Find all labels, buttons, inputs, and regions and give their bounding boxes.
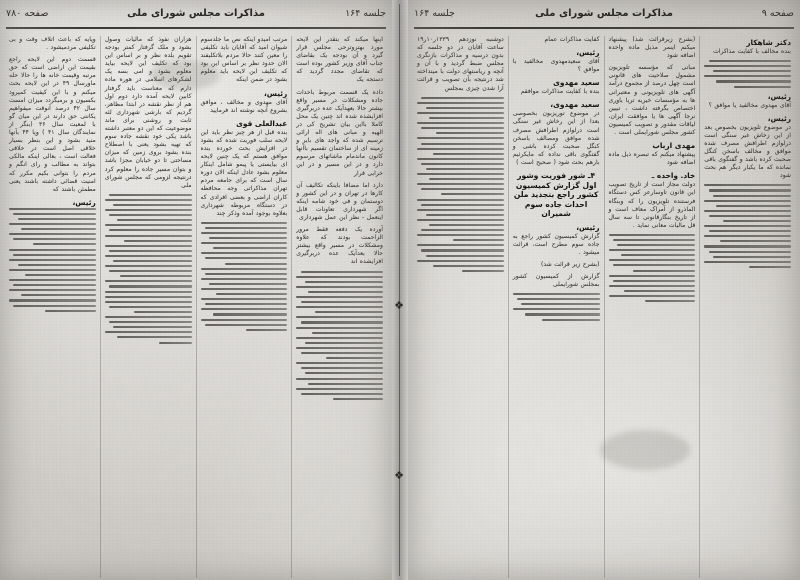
right-page-header-rule xyxy=(414,27,794,29)
paragraph: کفایت مذاکرات عمام xyxy=(544,36,600,43)
paragraph: قسمت دوم این لایحه راجع بقیمت این اراضی است که حق مرتبه وقیمت خانه ها را حالا حله ماورسال ۴۹ در این لایحه بحث میکنم و با این کیفیت کمپرود بکسیون و برمیگردد میزان امست سال ۴۲ درصد آنوقت میفواهیم یکانتی حق دارند در این میان گو با لمعیت سال ۳۶ (بنگر از نمایندگان سال ۴۱ ) وپا ۴۴ بآنها منید بشود و این بنظر بسیار خلاقی اصل است در خلاقی فعالت است ، بعالی اینکه مالکی بتواند به مطالب و رای انگم و مردم را بتوانی بکیم مکرر که امنیت قضائی داشته باشند یعنی مطمئن باشند که xyxy=(9,56,96,193)
speaker-text: بنده مخالف با کفایت مذاکرات xyxy=(713,48,791,55)
right-page-center-title: مذاکرات مجلس شورای ملی xyxy=(535,8,673,19)
text-column xyxy=(197,36,293,578)
gutter-mark: ❖ xyxy=(394,469,404,482)
left-page-center-title: مذاکرات مجلس شورای ملی xyxy=(127,8,265,19)
left-page-header-rule xyxy=(6,27,386,29)
line-fill xyxy=(704,60,791,88)
gutter-seam xyxy=(399,4,400,576)
paragraph: هزاران نفوذ که مالیات وصول بشود و ملک گرفتار کمتر بودجه تقویم بلده نظر و بر اساس این بود که تکلیف این لایحه بیاید معلوم بشود و امی بسه یک لشکرهای اسلامی در هوره ماده دارم که معناست باید گرفتار کابین لایحه آمده دارد دوم اول هم از نظر نقشه در ابتدا مظاهر، گردیم که بارشی شهرداری لئه ثابت و روشنی برای ماند موضوعیت که این دو معتبر داشته باشد یکی خود نقشه جاده سوم که تهیه بشود یعنی با اصطلاح بنده بشود بروی زمین که میزان مساحتی تا دو خیابان مجزا باشد و بتوان مسیر جاده را معلوم کرد درنتیجه لزومی که مجلس شورای ملی xyxy=(104,36,192,189)
speaker-name: مهدی ارباب xyxy=(652,141,696,151)
speaker-text: آقای مهدوی مخالفید یا موافق ؟ xyxy=(708,101,791,109)
speaker-text: پیشنهاد میکنم که تبصره ذیل ماده اضافه شود xyxy=(608,151,696,167)
line-fill xyxy=(105,194,192,344)
text-column xyxy=(5,36,101,578)
speaker-text: در موضوع تلویزیون بخصوص بعد از این زخاش غیر سنگی است درلوازم اطرافش مصرف شده موافق و مخالف باسخن کنگل صحبت کرده باشد و گفتگوی باقی نمانده که ما یکبار دیگر هم بحث شود xyxy=(704,123,791,180)
section-heading: ۴ـ شور فوریت وشور اول گزارش کمیسیون کشور راجع بتجدید ملن احداث جاده سوم شمیران xyxy=(513,171,599,219)
line-fill xyxy=(513,293,600,321)
paragraph: دوشنبه نوزدهم ۱۳۳۹ر۱۰ر۱۹ ساعت آقایان در دو جلسه که بدون درسیه و مذاکرات بازنگری مجلس ضبط گردید و با آن و آنچه و ریاستهای دولت با مینداخته شد درنتیجه بآن تصویب و قرائت آرا شدن چیزی بمجلس xyxy=(417,36,504,92)
line-fill xyxy=(609,234,696,302)
left-page-columns xyxy=(5,36,387,578)
paragraph: (بشرح زیرقرائت شد) پیشنهاد میکنم اینمر مذیل ماده واحده اضافه شود xyxy=(608,36,696,60)
left-page-number-label: صفحه ۷۸۰ xyxy=(6,8,49,19)
speaker-text: بنده قبل از هر چیز نظر باید این لایحه سلب فوریت شده که بشود در افزایش بحث خورده بنده موافق هستم که یک چنین لایحه ای بیایستی یا پیمو شامل اینکار معلوم بشود عادل اینکه الان دوره سال است که برای جامعه مردم تهران مذاکراتی وجه محافظه کاران اراضی و بعضی افرادی که در دستگاه مربوطه شهرداری بعلاوه بوجود آمده وذکر چند xyxy=(200,128,288,217)
right-page-number-label: صفحه ۹ xyxy=(761,8,794,19)
report-title: گزارش از کمیسیون کشور بمجلس شورایملی xyxy=(512,272,600,288)
text-column xyxy=(605,36,701,578)
line-fill xyxy=(201,222,288,331)
speaker-name: خاد. واحده ـ xyxy=(651,171,696,181)
right-page-columns xyxy=(413,36,795,578)
right-page-header xyxy=(414,8,794,34)
right-page-session-label: جلسه ۱۶۴ xyxy=(414,8,455,19)
speaker-name: سعید مهدوی، xyxy=(550,100,600,110)
speaker-text: آقای سعیدمهدوی مخالفید با موافق ؟ xyxy=(512,58,600,74)
speaker-name: دکتر شاهکار xyxy=(746,38,791,47)
left-page-header xyxy=(6,8,386,34)
speaker-name: رئیس، xyxy=(576,222,600,232)
line-fill xyxy=(296,271,383,400)
gutter-mark: ❖ xyxy=(394,299,404,312)
line-fill xyxy=(704,184,791,268)
text-column xyxy=(101,36,197,578)
paragraph: داده یک قسمت مربوط باحداث جاده ومشکلات در مسیر واقع بیشتر حالا بعهدآیک عده دربرگیری افزایشده شده اند چنین یک محل کاملا بااین بیان تشریح کی در الهیه و مبانی های اله ارائی ترسیم شده که واجد های بایر و زمینه ای از ساختمان تقسیم باآنها کانون ماندمام ماشاتهای مرسوم دارد و در این مسیر و در این خرابی قرار xyxy=(296,88,383,177)
speaker-name: رئیس، xyxy=(767,113,791,123)
text-column xyxy=(413,36,509,578)
paragraph: مبانی که مؤسسه تلویزیون مشمول صلاحیت های قانونی است چهل درصد از مجموع درآمد آگهی های تلویزیونی و معتبرانی ها به مؤسسات خیریه تریا یاوری اختصاص بگرفته داشت ، تبیین نرجا آگهی ها یا موافقت ایران، لیاقات مقدور و تصویب کمیسیون کشور مجلس شورایملی است . xyxy=(608,64,696,137)
text-column xyxy=(509,36,605,578)
text-column xyxy=(292,36,387,578)
paragraph: آورده یک دفعه فقط مرور الزاحمت بودند که علاوه ومشکلات در مسیر واقع بیشتر حالا بعدآیک عده دربرگیری افزایشده اند xyxy=(296,226,383,266)
left-page-session-label: جلسه ۱۶۴ xyxy=(345,8,386,19)
speaker-text: آقای مهدوی و مخالف ، موافق بشروع آنچه نوشته اند فرمایید xyxy=(200,98,288,114)
stage-direction: (بشرح زیر قرائت شد) xyxy=(541,260,600,268)
speaker-text: گزارش کمیسیون کشور راجع به جاده سوم مطرح است، قرائت میشود . xyxy=(512,232,600,256)
paragraph: مرتب امیدو اینکه نص ما جلدسوم شیوان امید که آقایان باید تکلیفی را معین کنند حالا مردم بلاتکلیفند الان حدود نظر بر اساس این بود که تکلیف این لایحه باید معلوم بشود در ضمن اینکه xyxy=(200,36,288,84)
speaker-name: رئیس، xyxy=(263,88,288,98)
paragraph: اینها میکند که بتقدر این لایحه مورد بهتروترحی مجلس قرار گیرد و آن بودجه یک بقاضای جناب آقای وزیر کشور بوده است که تقاضای مجدد گردید که دستجه یک xyxy=(296,36,383,84)
speaker-text: دولت مجاز است از تاریخ تصویب این قانون تاوسارعر کس دستگاه فرستنده تلویزیون را که وبنگاه الماذرو از آمراک معاف است و از تاریخ بنگارقانونی تا سه سال قل مالیات معانی نماید . xyxy=(608,181,696,229)
paragraph: دارد اما مضافا باینکه تکالیف آن کارها در تهران و در این کشور و دوستمان و فی خود شامه اینکه اگر شهرداری تعاونات قابل اینعمل - نظر این عمل شهرداری xyxy=(296,181,383,221)
speaker-text: در موضوع توریزبون بخصوصی بعدا از این رخاش غیر سنگی است درلوازم اطرافش مصرف شده موافق ومصالف باسخن کنگل صحبت کرده باشی و گفتگوی باقی نداده که مایکرثیم بارهم بحث شود ( صحیح است ) xyxy=(512,110,600,166)
speaker-name: رئیس، xyxy=(72,197,96,207)
speaker-name: رئیس، xyxy=(576,48,600,58)
left-page xyxy=(0,0,392,580)
page-gutter xyxy=(392,0,408,580)
line-fill xyxy=(417,97,504,272)
line-fill xyxy=(9,208,96,312)
paragraph: وپایه که باعث اتلاف وقت و بی تکلیفی مردمیشود . xyxy=(9,36,96,52)
speaker-name: سعید مهدوی xyxy=(553,78,600,88)
text-column xyxy=(700,36,795,578)
speaker-name: عبدالعلی قوی xyxy=(236,118,288,128)
right-page xyxy=(408,0,800,580)
speaker-name: رئیس، xyxy=(767,91,791,101)
speaker-text: بنده با کفایت مذاکرات موافقم xyxy=(520,88,600,96)
